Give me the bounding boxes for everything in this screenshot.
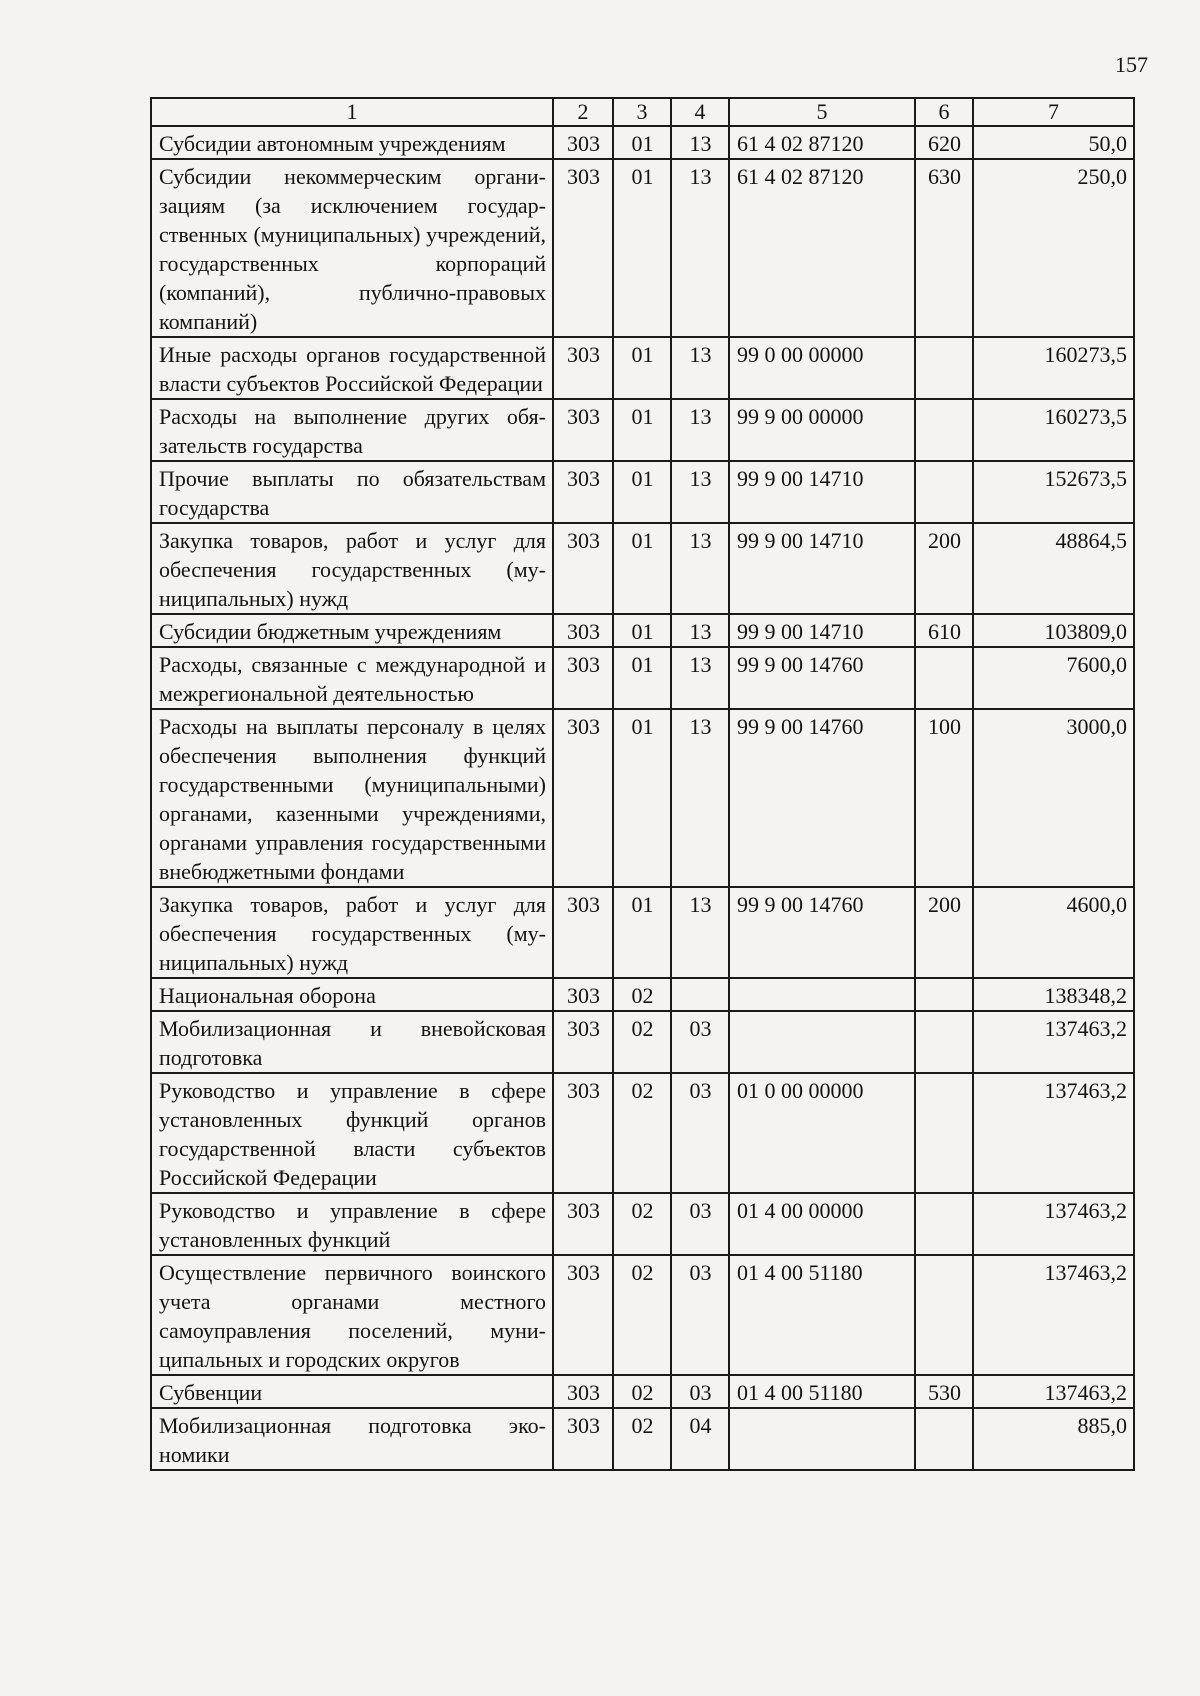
- header-cell: 6: [915, 98, 973, 126]
- ministry-code-cell: 303: [553, 1073, 613, 1193]
- target-article-cell: 99 9 00 00000: [729, 399, 915, 461]
- header-cell: 1: [151, 98, 553, 126]
- amount-cell: 250,0: [973, 159, 1134, 337]
- table-row: [151, 1375, 1134, 1408]
- target-article-cell: 61 4 02 87120: [729, 126, 915, 159]
- subsection-code-cell: 13: [671, 159, 729, 337]
- table-row: [151, 126, 1134, 159]
- header-cell: 5: [729, 98, 915, 126]
- row-name-cell: Мобилизационная подготовка экономики: [151, 1408, 553, 1470]
- expense-type-cell: [915, 1011, 973, 1073]
- ministry-code-cell: 303: [553, 1408, 613, 1470]
- section-code-cell: 02: [613, 1375, 671, 1408]
- expense-type-cell: [915, 461, 973, 523]
- row-name-cell: Руководство и управление в сфере установленных функций: [151, 1193, 553, 1255]
- row-name-cell: Осуществление первичного воинского учета органами местного самоуправления поселений, муниципальных и городских округов: [151, 1255, 553, 1375]
- row-name-cell: Субсидии бюджетным учреждениям: [151, 614, 553, 647]
- amount-cell: 137463,2: [973, 1073, 1134, 1193]
- ministry-code-cell: 303: [553, 126, 613, 159]
- header-cell: 2: [553, 98, 613, 126]
- row-name-cell: Закупка товаров, работ и услуг для обеспечения государственных (муниципальных) нужд: [151, 523, 553, 614]
- subsection-code-cell: 13: [671, 523, 729, 614]
- row-name-cell: Национальная оборона: [151, 978, 553, 1011]
- ministry-code-cell: 303: [553, 1011, 613, 1073]
- ministry-code-cell: 303: [553, 709, 613, 887]
- table-row: [151, 647, 1134, 709]
- subsection-code-cell: 13: [671, 399, 729, 461]
- row-name-cell: Прочие выплаты по обязательствам государства: [151, 461, 553, 523]
- header-cell: 4: [671, 98, 729, 126]
- amount-cell: 885,0: [973, 1408, 1134, 1470]
- section-code-cell: 02: [613, 1011, 671, 1073]
- subsection-code-cell: 13: [671, 887, 729, 978]
- table-row: [151, 1193, 1134, 1255]
- table-row: [151, 887, 1134, 978]
- table-row: [151, 523, 1134, 614]
- section-code-cell: 01: [613, 709, 671, 887]
- subsection-code-cell: 13: [671, 461, 729, 523]
- table-row: [151, 709, 1134, 887]
- expense-type-cell: [915, 1255, 973, 1375]
- section-code-cell: 01: [613, 887, 671, 978]
- header-cell: 7: [973, 98, 1134, 126]
- amount-cell: 137463,2: [973, 1193, 1134, 1255]
- section-code-cell: 01: [613, 647, 671, 709]
- ministry-code-cell: 303: [553, 647, 613, 709]
- expense-type-cell: [915, 647, 973, 709]
- subsection-code-cell: 03: [671, 1255, 729, 1375]
- target-article-cell: 01 4 00 51180: [729, 1255, 915, 1375]
- header-cell: 3: [613, 98, 671, 126]
- ministry-code-cell: 303: [553, 337, 613, 399]
- target-article-cell: [729, 978, 915, 1011]
- ministry-code-cell: 303: [553, 887, 613, 978]
- subsection-code-cell: 13: [671, 614, 729, 647]
- section-code-cell: 02: [613, 1255, 671, 1375]
- expense-type-cell: 200: [915, 523, 973, 614]
- table-row: [151, 461, 1134, 523]
- subsection-code-cell: 03: [671, 1375, 729, 1408]
- expense-type-cell: [915, 1408, 973, 1470]
- row-name-cell: Мобилизационная и вневойсковая подготовка: [151, 1011, 553, 1073]
- subsection-code-cell: 13: [671, 647, 729, 709]
- table-row: [151, 1255, 1134, 1375]
- subsection-code-cell: 13: [671, 709, 729, 887]
- amount-cell: 48864,5: [973, 523, 1134, 614]
- amount-cell: 137463,2: [973, 1375, 1134, 1408]
- expense-type-cell: [915, 978, 973, 1011]
- row-name-cell: Расходы на выплаты персоналу в целях обеспечения выполнения функций государственными (муниципальными) органами, казенными учреждениями, органами управления государственными внебюджетными фондами: [151, 709, 553, 887]
- target-article-cell: [729, 1408, 915, 1470]
- subsection-code-cell: 04: [671, 1408, 729, 1470]
- expense-type-cell: [915, 1073, 973, 1193]
- ministry-code-cell: 303: [553, 1193, 613, 1255]
- amount-cell: 7600,0: [973, 647, 1134, 709]
- row-name-cell: Субвенции: [151, 1375, 553, 1408]
- ministry-code-cell: 303: [553, 614, 613, 647]
- subsection-code-cell: 13: [671, 126, 729, 159]
- amount-cell: 3000,0: [973, 709, 1134, 887]
- ministry-code-cell: 303: [553, 978, 613, 1011]
- ministry-code-cell: 303: [553, 159, 613, 337]
- section-code-cell: 02: [613, 1193, 671, 1255]
- target-article-cell: 61 4 02 87120: [729, 159, 915, 337]
- subsection-code-cell: 03: [671, 1193, 729, 1255]
- section-code-cell: 01: [613, 399, 671, 461]
- table-row: [151, 978, 1134, 1011]
- amount-cell: 103809,0: [973, 614, 1134, 647]
- header-row: [151, 98, 1134, 126]
- target-article-cell: 01 4 00 51180: [729, 1375, 915, 1408]
- row-name-cell: Руководство и управление в сфере установленных функций органов государственной власти субъектов Российской Федерации: [151, 1073, 553, 1193]
- target-article-cell: 99 0 00 00000: [729, 337, 915, 399]
- page-number: 157: [1115, 52, 1148, 77]
- amount-cell: 50,0: [973, 126, 1134, 159]
- table-row: [151, 399, 1134, 461]
- row-name-cell: Закупка товаров, работ и услуг для обеспечения государственных (муниципальных) нужд: [151, 887, 553, 978]
- expense-type-cell: 620: [915, 126, 973, 159]
- ministry-code-cell: 303: [553, 1375, 613, 1408]
- row-name-cell: Иные расходы органов государственной власти субъектов Российской Федерации: [151, 337, 553, 399]
- expense-type-cell: 630: [915, 159, 973, 337]
- expense-type-cell: [915, 399, 973, 461]
- table-row: [151, 614, 1134, 647]
- amount-cell: 4600,0: [973, 887, 1134, 978]
- subsection-code-cell: 13: [671, 337, 729, 399]
- target-article-cell: [729, 1011, 915, 1073]
- ministry-code-cell: 303: [553, 399, 613, 461]
- expense-type-cell: [915, 337, 973, 399]
- section-code-cell: 01: [613, 126, 671, 159]
- section-code-cell: 01: [613, 523, 671, 614]
- row-name-cell: Расходы на выполнение других обязательств государства: [151, 399, 553, 461]
- row-name-cell: Субсидии автономным учреждениям: [151, 126, 553, 159]
- table-row: [151, 1073, 1134, 1193]
- section-code-cell: 01: [613, 337, 671, 399]
- subsection-code-cell: 03: [671, 1073, 729, 1193]
- target-article-cell: 01 4 00 00000: [729, 1193, 915, 1255]
- target-article-cell: 01 0 00 00000: [729, 1073, 915, 1193]
- table-row: [151, 337, 1134, 399]
- table-body: [151, 126, 1134, 1470]
- amount-cell: 138348,2: [973, 978, 1134, 1011]
- target-article-cell: 99 9 00 14760: [729, 709, 915, 887]
- table-row: [151, 1408, 1134, 1470]
- section-code-cell: 02: [613, 1073, 671, 1193]
- expense-type-cell: 100: [915, 709, 973, 887]
- row-name-cell: Расходы, связанные с международной и межрегиональной деятельностью: [151, 647, 553, 709]
- section-code-cell: 02: [613, 978, 671, 1011]
- amount-cell: 137463,2: [973, 1255, 1134, 1375]
- subsection-code-cell: [671, 978, 729, 1011]
- budget-table: [150, 97, 1135, 1471]
- ministry-code-cell: 303: [553, 1255, 613, 1375]
- target-article-cell: 99 9 00 14760: [729, 647, 915, 709]
- amount-cell: 152673,5: [973, 461, 1134, 523]
- section-code-cell: 01: [613, 614, 671, 647]
- amount-cell: 160273,5: [973, 399, 1134, 461]
- target-article-cell: 99 9 00 14760: [729, 887, 915, 978]
- expense-type-cell: 200: [915, 887, 973, 978]
- row-name-cell: Субсидии некоммерческим организациям (за исключением государственных (муниципальных) учреждений, государственных корпораций (компаний), публично-правовых компаний): [151, 159, 553, 337]
- section-code-cell: 02: [613, 1408, 671, 1470]
- subsection-code-cell: 03: [671, 1011, 729, 1073]
- target-article-cell: 99 9 00 14710: [729, 461, 915, 523]
- table-row: [151, 159, 1134, 337]
- expense-type-cell: 610: [915, 614, 973, 647]
- target-article-cell: 99 9 00 14710: [729, 523, 915, 614]
- amount-cell: 137463,2: [973, 1011, 1134, 1073]
- amount-cell: 160273,5: [973, 337, 1134, 399]
- expense-type-cell: 530: [915, 1375, 973, 1408]
- expense-type-cell: [915, 1193, 973, 1255]
- section-code-cell: 01: [613, 461, 671, 523]
- ministry-code-cell: 303: [553, 523, 613, 614]
- target-article-cell: 99 9 00 14710: [729, 614, 915, 647]
- section-code-cell: 01: [613, 159, 671, 337]
- table-row: [151, 1011, 1134, 1073]
- ministry-code-cell: 303: [553, 461, 613, 523]
